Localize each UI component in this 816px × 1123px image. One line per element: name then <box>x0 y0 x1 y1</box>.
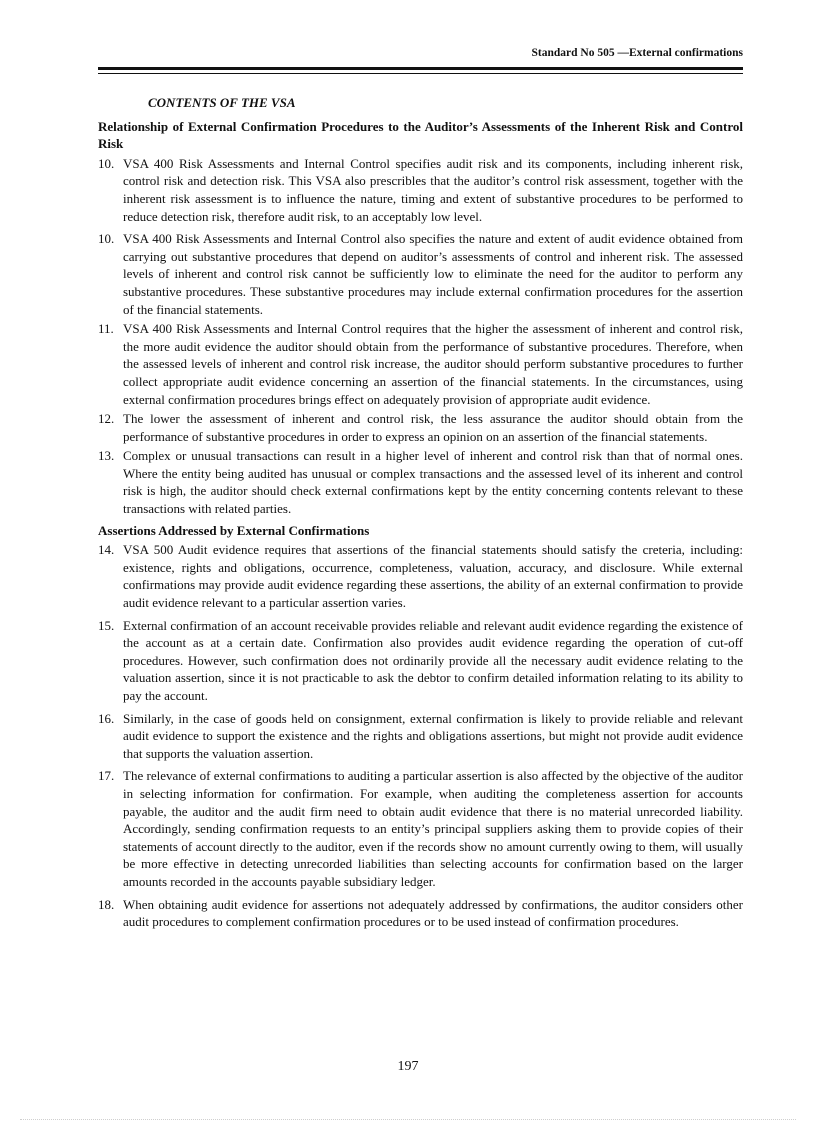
paragraph-number: 15. <box>98 617 115 633</box>
paragraph <box>98 320 743 408</box>
paragraph-text: The relevance of external confirmations to auditing a particular assertion is also affected by the objective of the auditor in selecting information for confirmation. For example, when auditing the completeness assertion for accounts payable, the auditor and the audit firm need to obtain audit evidence that there is no material unrecorded liability. Accordingly, sending confirmation requests to an entity’s principal suppliers asking them to provide copies of their statements of account directly to the auditor, even if the records show no amount currently owing to them, will usually be more effective in detecting unrecorded liabilities than selecting accounts for confirmation based on the larger amounts recorded in the accounts payable subsidiary ledger. <box>123 768 743 889</box>
header-rule-thick <box>98 67 743 70</box>
paragraph-text: VSA 400 Risk Assessments and Internal Control specifies audit risk and its components, including inherent risk, control risk and detection risk. This VSA also prescribles that the auditor’s control risk assessment, together with the inherent risk assessment is to influence the nature, timing and extent of substantive procedures to be performed to reduce detection risk, therefore audit risk, to an acceptably low level. <box>123 155 743 224</box>
paragraph-text: VSA 400 Risk Assessments and Internal Control also specifies the nature and extent of audit evidence obtained from carrying out substantive procedures that depend on auditor’s assessments of control and inherent risk. The assessed levels of inherent and control risk cannot be sufficiently low to eliminate the need for the auditor to perform any substantive procedures. These substantive procedures may include external confirmation procedures for the assertion of the financial statements. <box>123 231 743 317</box>
paragraph-number: 10. <box>98 231 115 247</box>
header-rule-thin <box>98 73 743 74</box>
paragraph-text: VSA 500 Audit evidence requires that assertions of the financial statements should satisfy the creteria, including: existence, rights and obligations, occurrence, completeness, valuation, accuracy, and disclosure. While external confirmations may provide audit evidence regarding these assertions, the ability of an external confirmation to provide audit evidence relevant to a particular assertion varies. <box>123 542 743 611</box>
paragraph <box>98 155 743 225</box>
paragraph <box>98 617 743 705</box>
paragraph-text: Similarly, in the case of goods held on consignment, external confirmation is likely to provide reliable and relevant audit evidence to support the existence and the rights and obligations assertions, but might not provide audit evidence that supports the valuation assertion. <box>123 710 743 761</box>
paragraph <box>98 896 743 931</box>
paragraph <box>98 230 743 318</box>
page-number: 197 <box>397 1059 419 1074</box>
paragraph <box>98 541 743 611</box>
paragraph-text: When obtaining audit evidence for assertions not adequately addressed by confirmations, the auditor considers other audit procedures to complement confirmation procedures or to be used instead of confirmation procedures. <box>123 896 743 930</box>
paragraph-text: The lower the assessment of inherent and control risk, the less assurance the auditor should obtain from the performance of substantive procedures in order to express an opinion on an assertion of the financial statements. <box>123 411 743 444</box>
section-heading: Assertions Addressed by External Confirmations <box>98 522 370 538</box>
paragraph-number: 13. <box>98 448 115 464</box>
paragraph-number: 18. <box>98 896 115 912</box>
paragraph-number: 11. <box>98 321 114 337</box>
contents-title: CONTENTS OF THE VSA <box>148 95 296 110</box>
document-body <box>98 94 743 931</box>
paragraph-number: 17. <box>98 768 115 784</box>
paragraph <box>98 410 743 445</box>
paragraph-number: 14. <box>98 542 115 558</box>
paragraph-text: VSA 400 Risk Assessments and Internal Control requires that the higher the assessment of inherent and control risk, the more audit evidence the auditor should obtain from the performance of substantive procedures. Therefore, when the assessed levels of inherent and control risk increase, the auditor should perform substantive procedures to further collect appropriate audit evidence concerning an assertion of the financial statements. In the circumstances, using external confirmation procedures brings effect on adequately provision of appropriate audit evidence. <box>123 321 743 407</box>
paragraph-text: Complex or unusual transactions can result in a higher level of inherent and control risk than that of normal ones. Where the entity being audited has unusual or complex transactions and the assessed level of its inherent and control risk is high, the auditor should check external confirmations kept by the entity concerning contents relevant to these transactions with related parties. <box>123 448 743 517</box>
paragraph-number: 16. <box>98 710 115 726</box>
running-header: Standard No 505 —External confirmations <box>531 47 743 59</box>
section-heading: Relationship of External Confirmation Procedures to the Auditor’s Assessments of the Inherent Risk and Control Risk <box>98 118 743 152</box>
page-bottom-border <box>20 1119 796 1120</box>
paragraph-number: 12. <box>98 411 115 427</box>
paragraph <box>98 710 743 763</box>
paragraph <box>98 767 743 890</box>
paragraph-number: 10. <box>98 155 115 171</box>
paragraph <box>98 447 743 517</box>
paragraph-text: External confirmation of an account receivable provides reliable and relevant audit evidence regarding the existence of the account as at a certain date. Confirmation also provides audit evidence regarding the operation of cut-off procedures. However, such confirmation does not ordinarily provide all the necessary audit evidence relating to the valuation assertion, since it is not practicable to ask the debtor to confirm detailed information relating to its ability to pay the account. <box>123 617 743 703</box>
